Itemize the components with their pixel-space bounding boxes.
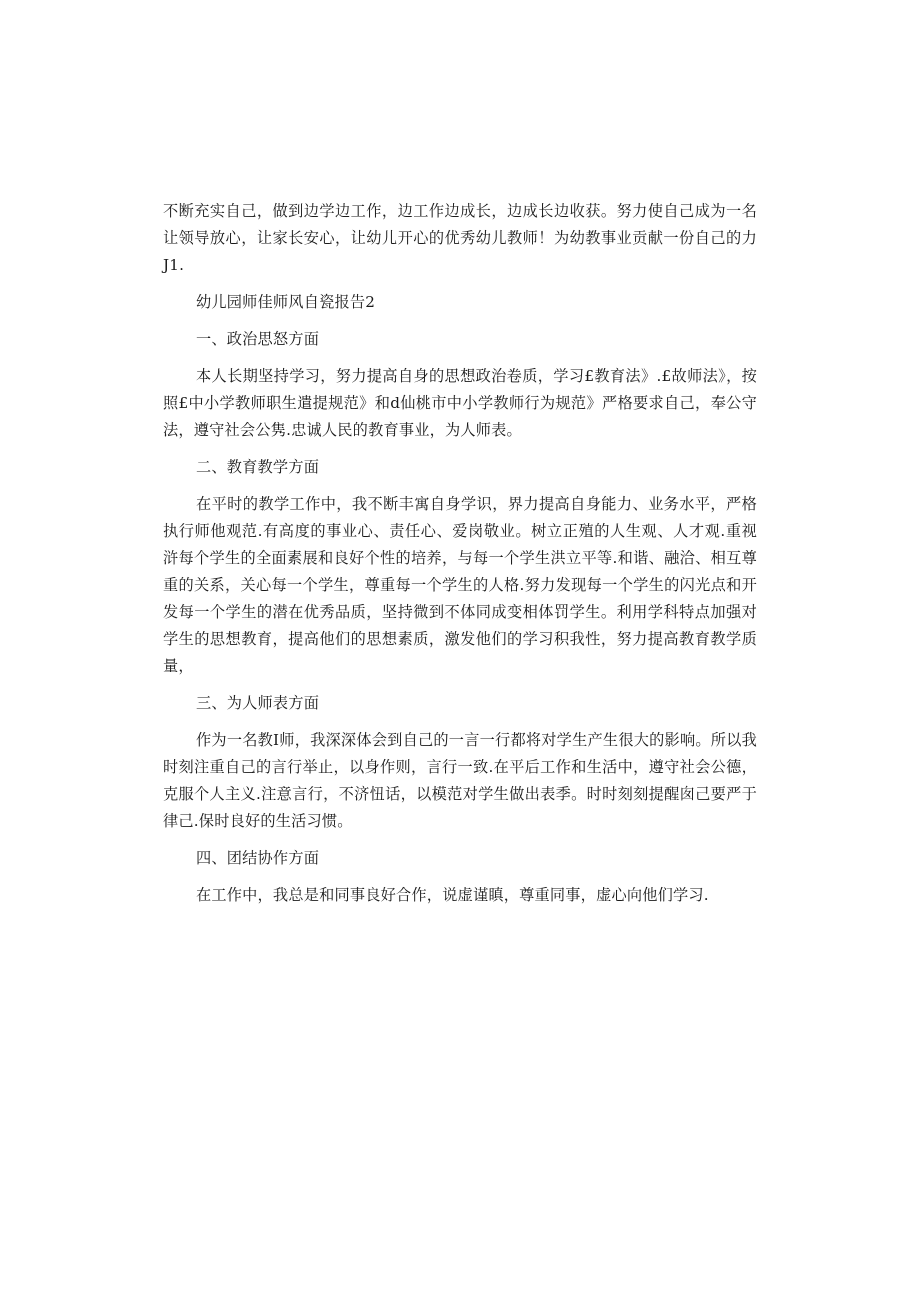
paragraph-teaching: 在平时的教学工作中，我不断丰寓自身学识，界力提高自身能力、业务水平，严格执行师他观范.有高度的事业心、责任心、爱岗敬业。树立正殖的人生观、人才观.重视浒每个学生的全面素展和良好个性的培养，与每一个学生洪立平等.和谐、融洽、相互尊重的关系，关心每一个学生，尊重每一个学生的人格.努力发现每一个学生的闪光点和开发每一个学生的潜在优秀品质，坚持微到不体同成变相体罚学生。利用学科特点加强对学生的思想教育，提高他们的思想素质，激发他们的学习积我性，努力提高教育教学质量， bbox=[163, 495, 757, 675]
paragraph-teamwork: 在工作中，我总是和同事良好合作，说虚谨瞋，尊重同事，虚心向他们学习. bbox=[196, 886, 709, 904]
section-heading-role-model: 三、为人师表方面 bbox=[196, 694, 320, 712]
section-heading-politics: 一、政治思怒方面 bbox=[196, 330, 320, 348]
section-heading-teamwork: 四、团结协作方面 bbox=[196, 849, 320, 867]
paragraph-intro-continuation: 不断充实自己，做到边学边工作，边工作边成长，边成长边收获。努力使自己成为一名让领导放心，让家长安心，让幼儿开心的优秀幼儿教师！为幼教事业贡献一份自己的力J1. bbox=[163, 202, 757, 274]
paragraph-politics: 本人长期坚持学习，努力提高自身的思想政治卷质，学习£教育法》.£故师法》，按照£中小学教师职生遣提规范》和d仙桃市中小学教师行为规范》严格要求自己，奉公守法，遵守社会公隽.忠诚人民的教育事业，为人师表。 bbox=[163, 367, 757, 439]
document-body bbox=[163, 198, 757, 909]
section-heading-teaching: 二、教育教学方面 bbox=[196, 458, 320, 476]
paragraph-role-model: 作为一名教I师，我深深体会到自己的一言一行都将对学生产生很大的影响。所以我时刻注重自己的言行举止，以身作则，言行一致.在平后工作和生活中，遵守社会公德，克服个人主义.注意言行，不济忸话，以模范对学生做出表季。时时刻刻提醒囱己要严于律己.保时良好的生活习惯。 bbox=[163, 731, 757, 830]
document-title: 幼儿园师佳师风自瓷报告2 bbox=[196, 293, 376, 311]
